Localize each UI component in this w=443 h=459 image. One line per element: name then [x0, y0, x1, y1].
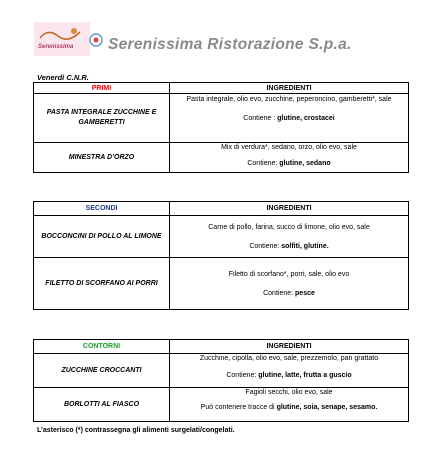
- allergens-line: Contiene: pesce: [263, 289, 315, 297]
- allergens-line: Contiene: glutine, latte, frutta a guscio: [226, 372, 352, 379]
- dish-name: MINESTRA D’ORZO: [34, 143, 170, 173]
- ingredients-cell: [170, 388, 409, 422]
- contorni-title: CONTORNI: [34, 340, 170, 354]
- ingredients-text: Carne di pollo, farina, succo di limone, olio evo, sale: [208, 223, 370, 231]
- page-header: [34, 22, 434, 66]
- ingredients-text: Filetto di scorfano*, porri, sale, olio evo: [228, 270, 350, 278]
- table-row: [34, 216, 409, 258]
- logo-text: Serenissima: [38, 44, 74, 50]
- contorni-header-row: [34, 340, 409, 354]
- secondi-header-row: [34, 202, 409, 216]
- company-logo: [34, 22, 104, 56]
- table-row: [34, 258, 409, 310]
- allergens-value: glutine, soia, senape, sesamo.: [276, 404, 378, 411]
- primi-header-row: [34, 83, 409, 94]
- allergens-value: solfiti, glutine.: [281, 242, 329, 250]
- secondi-table: [33, 201, 409, 310]
- dish-name: ZUCCHINE CROCCANTI: [34, 354, 170, 388]
- day-label: Venerdì C.N.R.: [37, 73, 89, 82]
- footnote: L’asterisco (*) contrassegna gli alimenti surgelati/congelati.: [37, 427, 235, 434]
- allergens-value: glutine, latte, frutta a guscio: [258, 372, 352, 379]
- table-row: [34, 354, 409, 388]
- ingredients-cell: [170, 94, 409, 143]
- allergens-line: Contiene : glutine, crostacei: [243, 115, 335, 122]
- allergens-value: glutine, sedano: [279, 160, 331, 167]
- ingredients-text: Zucchine, cipolla, olio evo, sale, prezzemolo, pan grattato: [199, 355, 379, 362]
- contorni-ingredients-header: INGREDIENTI: [170, 340, 409, 354]
- ingredients-cell: [170, 354, 409, 388]
- dish-name: PASTA INTEGRALE ZUCCHINE E GAMBERETTI: [34, 94, 170, 143]
- ingredients-text: Fagioli secchi, olio evo, sale: [245, 389, 333, 396]
- table-row: [34, 94, 409, 143]
- dish-name: BORLOTTI AL FIASCO: [34, 388, 170, 422]
- table-row: [34, 143, 409, 173]
- allergens-line: Contiene: glutine, sedano: [247, 160, 331, 167]
- ingredients-cell: [170, 143, 409, 173]
- dish-name: BOCCONCINI DI POLLO AL LIMONE: [34, 216, 170, 258]
- dish-name: FILETTO DI SCORFANO AI PORRI: [34, 258, 170, 310]
- ingredients-text: Mix di verdura*, sedano, orzo, olio evo, sale: [221, 144, 357, 151]
- allergens-line: Contiene: solfiti, glutine.: [249, 242, 329, 250]
- secondi-ingredients-header: INGREDIENTI: [170, 202, 409, 216]
- company-name: Serenissima Ristorazione S.p.a.: [108, 36, 352, 53]
- secondi-title: SECONDI: [34, 202, 170, 216]
- ingredients-text: Pasta integrale, olio evo, zucchine, peperoncino, gamberetti*, sale: [186, 96, 392, 103]
- allergens-line: Può contenere tracce di glutine, soia, senape, sesamo.: [200, 404, 378, 411]
- primi-table: [33, 82, 409, 173]
- allergens-value: glutine, crostacei: [277, 115, 335, 122]
- primi-ingredients-header: INGREDIENTI: [170, 83, 409, 94]
- allergens-value: pesce: [295, 289, 315, 297]
- table-row: [34, 388, 409, 422]
- ingredients-cell: [170, 258, 409, 310]
- contorni-table: [33, 339, 409, 422]
- ingredients-cell: [170, 216, 409, 258]
- primi-title: PRIMI: [34, 83, 170, 94]
